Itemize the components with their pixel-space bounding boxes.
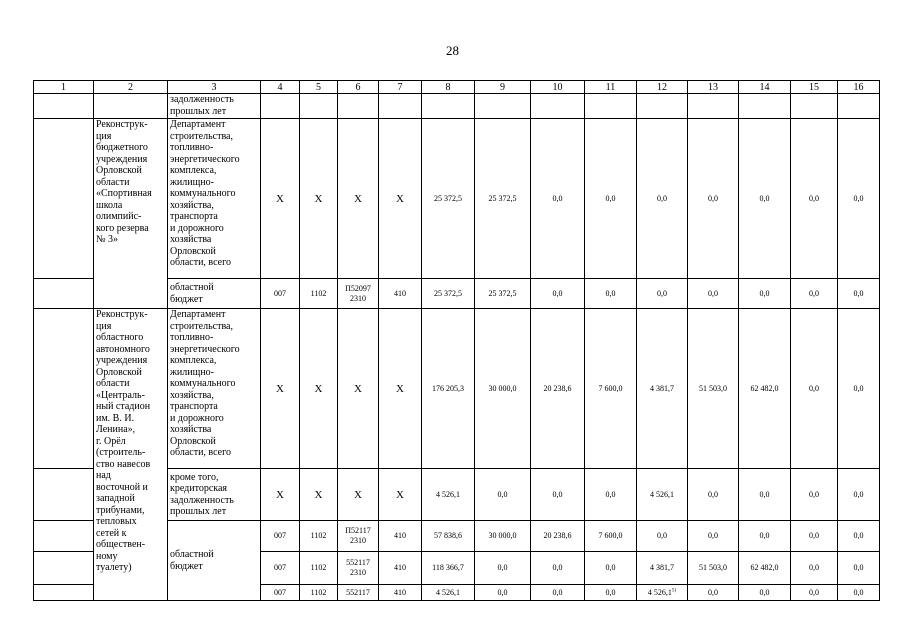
column-number: 15 (791, 81, 838, 94)
table-cell: 007 (261, 279, 300, 309)
table-cell: 20 238,6 (531, 521, 585, 552)
table-cell: 176 205,3 (422, 309, 475, 469)
table-cell: Х (379, 119, 422, 279)
table-cell: 0,0 (637, 279, 688, 309)
table-cell: 4 381,7 (637, 552, 688, 585)
table-cell: 007 (261, 585, 300, 601)
table-cell: 0,0 (637, 521, 688, 552)
table-cell: 0,0 (791, 469, 838, 521)
table-cell: 0,0 (531, 279, 585, 309)
table-cell: Х (379, 469, 422, 521)
table-cell: 0,0 (791, 552, 838, 585)
column-number: 4 (261, 81, 300, 94)
table-cell: 0,0 (838, 521, 880, 552)
page-number: 28 (446, 43, 459, 58)
table-cell: 1102 (300, 521, 338, 552)
table-cell: 57 838,6 (422, 521, 475, 552)
table-cell: 0,0 (838, 279, 880, 309)
cell-value: 4 526,1 (647, 587, 672, 597)
column-number: 9 (475, 81, 531, 94)
table-cell: 1102 (300, 585, 338, 601)
table-cell: 51 503,0 (688, 552, 739, 585)
table-cell: Х (379, 309, 422, 469)
column-number: 13 (688, 81, 739, 94)
table-cell: 0,0 (531, 119, 585, 279)
budget-label: областной бюджет (168, 279, 261, 309)
table-cell: 30 000,0 (475, 309, 531, 469)
budget-label: областной бюджет (168, 521, 261, 601)
table-cell: 552117 (338, 585, 379, 601)
table-cell: 410 (379, 521, 422, 552)
table-cell: 25 372,5 (475, 279, 531, 309)
table-cell: 0,0 (688, 521, 739, 552)
table-cell: 0,0 (475, 585, 531, 601)
table-cell: 0,0 (688, 279, 739, 309)
table-cell: 410 (379, 279, 422, 309)
table-cell: 0,0 (838, 309, 880, 469)
table-cell: 410 (379, 585, 422, 601)
table-cell: 007 (261, 521, 300, 552)
table-cell: 0,0 (791, 119, 838, 279)
table-cell: 007 (261, 552, 300, 585)
indicator-name: Департамент строительства, топливно- энергетического комплекса, жилищно- коммунального хозяйства, транспорта и дорожного хозяйства Орловской области, всего (168, 309, 261, 469)
table-cell: Х (338, 309, 379, 469)
project-name: Реконструк- ция областного автономного учреждения Орловской области «Централь- ный стадион им. В. И. Ленина», г. Орёл (строитель- ство навесов над восточной и западной трибунами, тепловых сетей к обществен- ному туалету) (94, 309, 168, 601)
footnote-mark: 5) (671, 587, 677, 593)
column-number: 12 (637, 81, 688, 94)
table-cell: П52097 2310 (338, 279, 379, 309)
table-cell: 62 482,0 (739, 309, 791, 469)
column-number: 5 (300, 81, 338, 94)
table-cell: 7 600,0 (585, 521, 637, 552)
column-number: 8 (422, 81, 475, 94)
column-number: 14 (739, 81, 791, 94)
table-cell: 0,0 (585, 469, 637, 521)
table-row (34, 94, 880, 119)
table-cell: 4 526,1 (422, 585, 475, 601)
table-cell: 4 381,7 (637, 309, 688, 469)
table-cell: 0,0 (838, 552, 880, 585)
table-cell: Х (338, 119, 379, 279)
table-cell: 0,0 (838, 119, 880, 279)
table-cell: 0,0 (585, 552, 637, 585)
table-cell: 0,0 (739, 119, 791, 279)
table-cell: 0,0 (585, 279, 637, 309)
column-number: 11 (585, 81, 637, 94)
table-cell: 0,0 (791, 585, 838, 601)
table-cell: 118 366,7 (422, 552, 475, 585)
table-cell: 4 526,1 (637, 469, 688, 521)
table-cell: 25 372,5 (422, 279, 475, 309)
table-cell: 1102 (300, 552, 338, 585)
column-number: 2 (94, 81, 168, 94)
table-cell: 0,0 (688, 585, 739, 601)
table-cell: 410 (379, 552, 422, 585)
indicator-name: Департамент строительства, топливно- энергетического комплекса, жилищно- коммунального хозяйства, транспорта и дорожного хозяйства Орловской области, всего (168, 119, 261, 279)
table-cell: 0,0 (838, 469, 880, 521)
budget-table (33, 80, 880, 601)
column-number: 3 (168, 81, 261, 94)
table-cell: 0,0 (739, 521, 791, 552)
table-cell: 0,0 (531, 585, 585, 601)
indicator-name: кроме того, кредиторская задолженность прошлых лет (168, 469, 261, 521)
table-cell (637, 585, 688, 601)
table-cell: Х (261, 469, 300, 521)
table-cell: 30 000,0 (475, 521, 531, 552)
table-cell: 51 503,0 (688, 309, 739, 469)
table-cell: 0,0 (791, 279, 838, 309)
table-cell: 0,0 (531, 552, 585, 585)
table-cell: Х (300, 469, 338, 521)
table-cell: 0,0 (585, 119, 637, 279)
table-cell: Х (338, 469, 379, 521)
table-cell: Х (300, 119, 338, 279)
table-cell: Х (261, 309, 300, 469)
column-number: 7 (379, 81, 422, 94)
table-cell: 0,0 (475, 552, 531, 585)
indicator-name: задолженность прошлых лет (168, 94, 261, 119)
table-cell: 0,0 (739, 469, 791, 521)
table-cell: 0,0 (739, 279, 791, 309)
table-cell: 0,0 (791, 309, 838, 469)
table-cell: 0,0 (585, 585, 637, 601)
table-row (34, 309, 880, 469)
table-cell: 62 482,0 (739, 552, 791, 585)
table-cell: 552117 2310 (338, 552, 379, 585)
table-cell: Х (261, 119, 300, 279)
column-number: 6 (338, 81, 379, 94)
table-cell: 0,0 (475, 469, 531, 521)
table-cell: 0,0 (637, 119, 688, 279)
column-number: 10 (531, 81, 585, 94)
table-cell: 25 372,5 (475, 119, 531, 279)
table-cell: 0,0 (531, 469, 585, 521)
column-number: 16 (838, 81, 880, 94)
table-cell: 0,0 (791, 521, 838, 552)
table-cell: 4 526,1 (422, 469, 475, 521)
table-cell: 0,0 (688, 119, 739, 279)
table-cell: 7 600,0 (585, 309, 637, 469)
table-row (34, 119, 880, 279)
table-cell: 20 238,6 (531, 309, 585, 469)
table-cell: 25 372,5 (422, 119, 475, 279)
table-cell: Х (300, 309, 338, 469)
table-cell: 0,0 (688, 469, 739, 521)
table-cell: 0,0 (739, 585, 791, 601)
project-name: Реконструк- ция бюджетного учреждения Орловской области «Спортивная школа олимпийс- кого резерва № 3» (94, 119, 168, 309)
table-cell: 0,0 (838, 585, 880, 601)
column-number-row (34, 81, 880, 94)
table-cell: П52117 2310 (338, 521, 379, 552)
column-number: 1 (34, 81, 94, 94)
table-cell: 1102 (300, 279, 338, 309)
